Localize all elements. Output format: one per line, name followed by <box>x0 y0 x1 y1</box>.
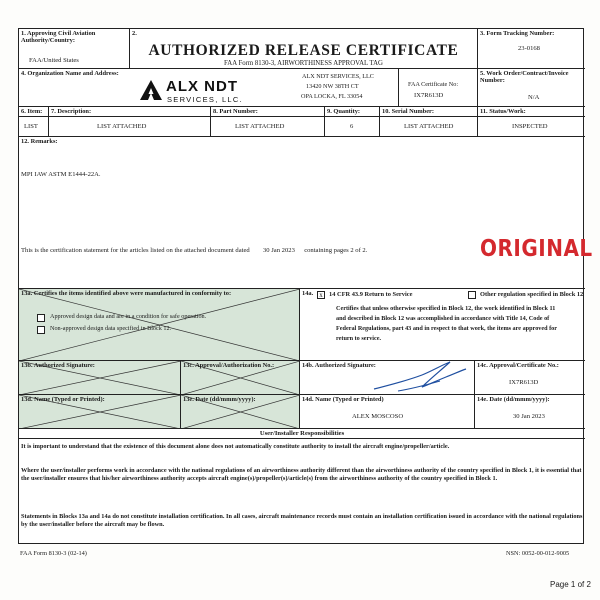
block-13d-label: 13d. Name (Typed or Printed): <box>21 396 105 403</box>
block-4 <box>19 69 399 107</box>
block-13c-label: 13c. Approval/Authorization No.: <box>183 362 275 369</box>
responsibilities-body <box>19 439 585 545</box>
block-13b-label: 13b. Authorized Signature: <box>21 362 95 369</box>
org-address-line-3: OPA LOCKA, FL 33054 <box>301 93 363 100</box>
block-13a <box>19 289 300 361</box>
serial-number-header: 10. Serial Number: <box>380 107 478 117</box>
block-14b-label: 14b. Authorized Signature: <box>302 362 376 369</box>
block-1-label: 1. Approving Civil Aviation Authority/Country: <box>21 30 96 45</box>
quantity-header: 9. Quantity: <box>325 107 380 117</box>
certification-statement <box>21 247 367 254</box>
original-stamp: ORIGINAL <box>480 234 593 262</box>
responsibilities-para-3: Statements in Blocks 13a and 14a do not constitute installation certification. In all cases, aircraft maintenance records must contain an installation certification issued in accordance with the national regulations by the user/installer before the aircraft may be flown. <box>21 513 583 528</box>
form-subtitle: FAA Form 8130-3, AIRWORTHINESS APPROVAL TAG <box>224 60 383 67</box>
description-header: 7. Description: <box>49 107 211 117</box>
block-5-label: 5. Work Order/Contract/Invoice Number: <box>480 70 569 85</box>
block-13a-label: 13a. Certifies the items identified above were manufactured in conformity to: <box>21 290 232 297</box>
block-14d-value: ALEX MOSCOSO <box>352 413 404 420</box>
block-1 <box>19 29 130 69</box>
block-14e <box>475 395 585 429</box>
block-3 <box>478 29 585 69</box>
org-address-line-2: 13420 NW 38TH CT <box>306 83 359 90</box>
return-to-service-checkbox[interactable]: x <box>317 291 325 299</box>
responsibilities-heading-cell <box>19 429 585 439</box>
approved-design-text: Approved design data and are in a condition for safe operation. <box>50 313 207 320</box>
faa-cert-value: IX7R613D <box>414 92 444 99</box>
faa-cert-label: FAA Certificate No: <box>408 81 459 88</box>
block-2-label: 2. <box>132 30 137 37</box>
statement-suffix: containing pages 2 of 2. <box>304 247 368 254</box>
org-address-line-1: ALX NDT SERVICES, LLC <box>302 73 374 80</box>
block-13e <box>181 395 300 429</box>
block-14e-label: 14e. Date (dd/mmm/yyyy): <box>477 396 550 403</box>
block-5-value: N/A <box>528 94 540 101</box>
other-regulation-text: Other regulation specified in Block 12 <box>480 291 584 298</box>
statement-date: 30 Jan 2023 <box>263 247 295 254</box>
serial-number-value-cell: LIST ATTACHED <box>380 117 478 137</box>
block-14e-value: 30 Jan 2023 <box>513 413 545 420</box>
logo-sub-text: SERVICES, LLC. <box>167 95 244 104</box>
remarks-label: 12. Remarks: <box>21 138 58 145</box>
part-number-value-cell: LIST ATTACHED <box>211 117 325 137</box>
block-13e-label: 13e. Date (dd/mmm/yyyy): <box>183 396 256 403</box>
block-14a-text-line-4: return to service. <box>336 335 382 342</box>
block-14a-text-line-1: Certifies that unless otherwise specified in Block 12, the work identified in Block 11 <box>336 305 556 312</box>
status-value-cell: INSPECTED <box>478 117 585 137</box>
status-work-header: 11. Status/Work: <box>478 107 585 117</box>
block-3-value: 23-0168 <box>518 45 540 52</box>
footer-nsn: NSN: 0052-00-012-9005 <box>506 550 570 557</box>
block-14a-text-line-2: and described in Block 12 was accomplished in accordance with Title 14, Code of <box>336 315 550 322</box>
approved-design-checkbox[interactable] <box>37 314 45 322</box>
block-14c-value: IX7R613D <box>509 379 539 386</box>
block-13d <box>19 395 181 429</box>
remarks-line-1: MPI IAW ASTM E1444-22A. <box>21 171 101 178</box>
footer-form-id: FAA Form 8130-3 (02-14) <box>20 550 87 557</box>
block-4-label: 4. Organization Name and Address: <box>21 70 119 77</box>
logo-main-text: ALX NDT <box>166 78 238 95</box>
part-number-header: 8. Part Number: <box>211 107 325 117</box>
block-14a-text-line-3: Federal Regulations, part 43 and in respect to that work, the items are approved for <box>336 325 558 332</box>
block-12-remarks <box>19 137 585 289</box>
responsibilities-heading: User/Installer Responsibilities <box>259 430 345 437</box>
block-14d-label: 14d. Name (Typed or Printed) <box>302 396 384 403</box>
item-value-cell: LIST <box>19 117 49 137</box>
block-14a <box>300 289 585 361</box>
item-header: 6. Item: <box>19 107 49 117</box>
return-to-service-text: 14 CFR 43.9 Return to Service <box>329 291 413 298</box>
block-2 <box>130 29 478 69</box>
non-approved-design-text: Non-approved design data specified in Block 12. <box>50 325 172 332</box>
block-13c <box>181 361 300 395</box>
authorized-signature <box>370 359 470 397</box>
block-14c <box>475 361 585 395</box>
description-value-cell: LIST ATTACHED <box>49 117 211 137</box>
page-indicator: Page 1 of 2 <box>550 580 591 589</box>
block-14b <box>300 361 475 395</box>
block-3-label: 3. Form Tracking Number: <box>480 30 555 37</box>
block-14d <box>300 395 475 429</box>
block-5 <box>478 69 585 107</box>
non-approved-design-checkbox[interactable] <box>37 326 45 334</box>
block-1-value: FAA/United States <box>29 57 79 64</box>
responsibilities-para-1: It is important to understand that the existence of this document alone does not automatically constitute authority to install the aircraft engine/propeller/article. <box>21 443 450 450</box>
quantity-value-cell: 6 <box>325 117 380 137</box>
block-13b <box>19 361 181 395</box>
form-title: AUTHORIZED RELEASE CERTIFICATE <box>148 42 459 59</box>
form-8130-3 <box>18 28 584 544</box>
responsibilities-para-2: Where the user/installer performs work in accordance with the national regulations of an airworthiness authority different than the airworthiness authority of the country specified in Block 1, it is essential that the user/installer ensures that his/her airworthiness authority accepts aircraft engine(s)/propeller(s)/article(s) from the airworthiness authority of the country specified in Block 1. <box>21 467 582 482</box>
block-14a-label: 14a. <box>302 290 314 297</box>
faa-certificate-block <box>399 69 478 107</box>
block-14c-label: 14c. Approval/Certificate No.: <box>477 362 559 369</box>
other-regulation-checkbox[interactable] <box>468 291 476 299</box>
alx-logo-mark-icon <box>139 79 163 101</box>
statement-prefix: This is the certification statement for the articles listed on the attached document dated <box>21 247 250 254</box>
